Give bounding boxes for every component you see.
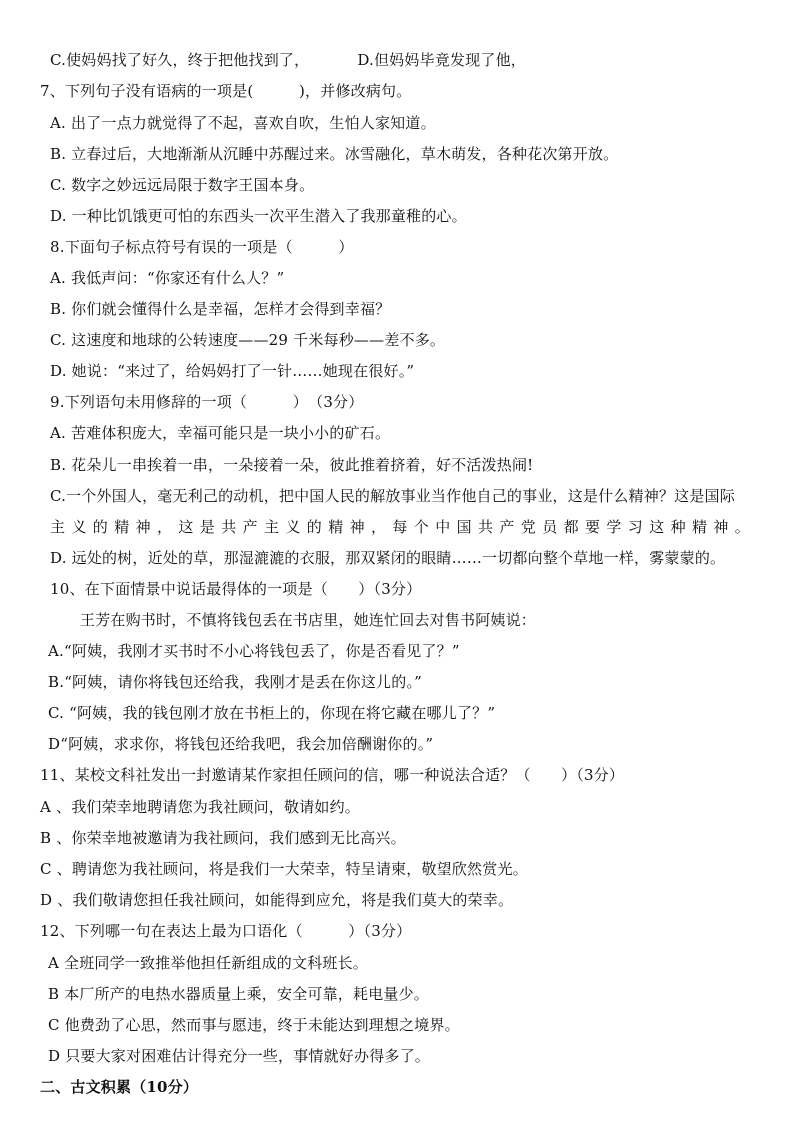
q11-option-c: C 、聘请您为我社顾问，将是我们一大荣幸，特呈请柬，敬望欣然赏光。 bbox=[40, 860, 528, 878]
q7-option-c: C. 数字之妙远远局限于数字王国本身。 bbox=[50, 176, 315, 194]
q12-option-d: D 只要大家对困难估计得充分一些，事情就好办得多了。 bbox=[48, 1047, 430, 1065]
q10-option-c: C. “阿姨，我的钱包刚才放在书柜上的，你现在将它藏在哪儿了？” bbox=[48, 704, 496, 722]
q10-option-b: B.“阿姨，请你将钱包还给我，我刚才是丢在你这儿的。” bbox=[48, 673, 423, 691]
q8-option-d: D. 她说：“来过了，给妈妈打了一针……她现在很好。” bbox=[50, 362, 415, 380]
q8-option-a: A. 我低声问：“你家还有什么人？” bbox=[50, 269, 285, 287]
q8-option-c: C. 这速度和地球的公转速度——29 千米每秒——差不多。 bbox=[50, 331, 446, 349]
q8-stem: 8.下面句子标点符号有误的一项是（ ） bbox=[50, 238, 354, 256]
q10-option-a: A.“阿姨，我刚才买书时不小心将钱包丢了，你是否看见了？” bbox=[48, 642, 460, 660]
section-heading-classical-chinese: 二、古文积累（10分） bbox=[40, 1078, 199, 1096]
q10-option-d: D“阿姨，求求你，将钱包还给我吧，我会加倍酬谢你的。” bbox=[48, 735, 434, 753]
q6-options-cd bbox=[50, 50, 526, 70]
q7-option-a: A. 出了一点力就觉得了不起，喜欢自吹，生怕人家知道。 bbox=[50, 114, 436, 132]
q9-option-c: C.一个外国人，毫无利己的动机，把中国人民的解放事业当作他自己的事业，这是什么精神？这是国际 bbox=[50, 487, 735, 505]
q11-stem: 11、某校文科社发出一封邀请某作家担任顾问的信，哪一种说法合适？（ ）（3分） bbox=[40, 766, 625, 784]
q12-option-a: A 全班同学一致推举他担任新组成的文科班长。 bbox=[48, 954, 369, 972]
q10-stem: 10、在下面情景中说话最得体的一项是（ ）（3分） bbox=[50, 580, 422, 598]
q6-option-c: C.使妈妈找了好久，终于把他找到了， bbox=[50, 51, 310, 69]
q10-scenario: 王芳在购书时，不慎将钱包丢在书店里，她连忙回去对售书阿姨说： bbox=[80, 611, 537, 629]
q9-option-c-continued-text: 主义的精神，这是共产主义的精神，每个中国共产党员都要学习这种精神。 bbox=[50, 518, 757, 536]
q9-option-a: A. 苦难体积庞大，幸福可能只是一块小小的矿石。 bbox=[50, 424, 391, 442]
q7-option-d: D. 一种比饥饿更可怕的东西头一次平生潜入了我那童稚的心。 bbox=[50, 207, 467, 225]
q12-option-c: C 他费劲了心思，然而事与愿违，终于未能达到理想之境界。 bbox=[48, 1016, 460, 1034]
q9-option-c-continued bbox=[50, 517, 762, 537]
q11-option-d: D 、我们敬请您担任我社顾问，如能得到应允，将是我们莫大的荣幸。 bbox=[40, 891, 514, 909]
q12-option-b: B 本厂所产的电热水器质量上乘，安全可靠，耗电量少。 bbox=[48, 985, 429, 1003]
q6-option-d: D.但妈妈毕竟发现了他， bbox=[357, 51, 526, 69]
q8-option-b: B. 你们就会懂得什么是幸福，怎样才会得到幸福？ bbox=[50, 300, 391, 318]
q7-stem: 7、下列句子没有语病的一项是( )，并修改病句。 bbox=[40, 82, 412, 100]
q9-option-b: B. 花朵儿一串挨着一串，一朵接着一朵，彼此推着挤着，好不活泼热闹! bbox=[50, 456, 534, 474]
q11-option-b: B 、你荣幸地被邀请为我社顾问，我们感到无比高兴。 bbox=[40, 829, 406, 847]
q7-option-b: B. 立春过后，大地渐渐从沉睡中苏醒过来。冰雪融化，草木萌发，各种花次第开放。 bbox=[50, 145, 619, 163]
q11-option-a: A 、我们荣幸地聘请您为我社顾问，敬请如约。 bbox=[40, 798, 361, 816]
q9-stem: 9.下列语句未用修辞的一项（ ） （3分） bbox=[50, 393, 364, 411]
q12-stem: 12、下列哪一句在表达上最为口语化（ ）（3分） bbox=[40, 922, 412, 940]
q9-option-d: D. 远处的树，近处的草，那湿漉漉的衣服，那双紧闭的眼睛……一切都向整个草地一样，雾蒙蒙的。 bbox=[50, 549, 726, 567]
